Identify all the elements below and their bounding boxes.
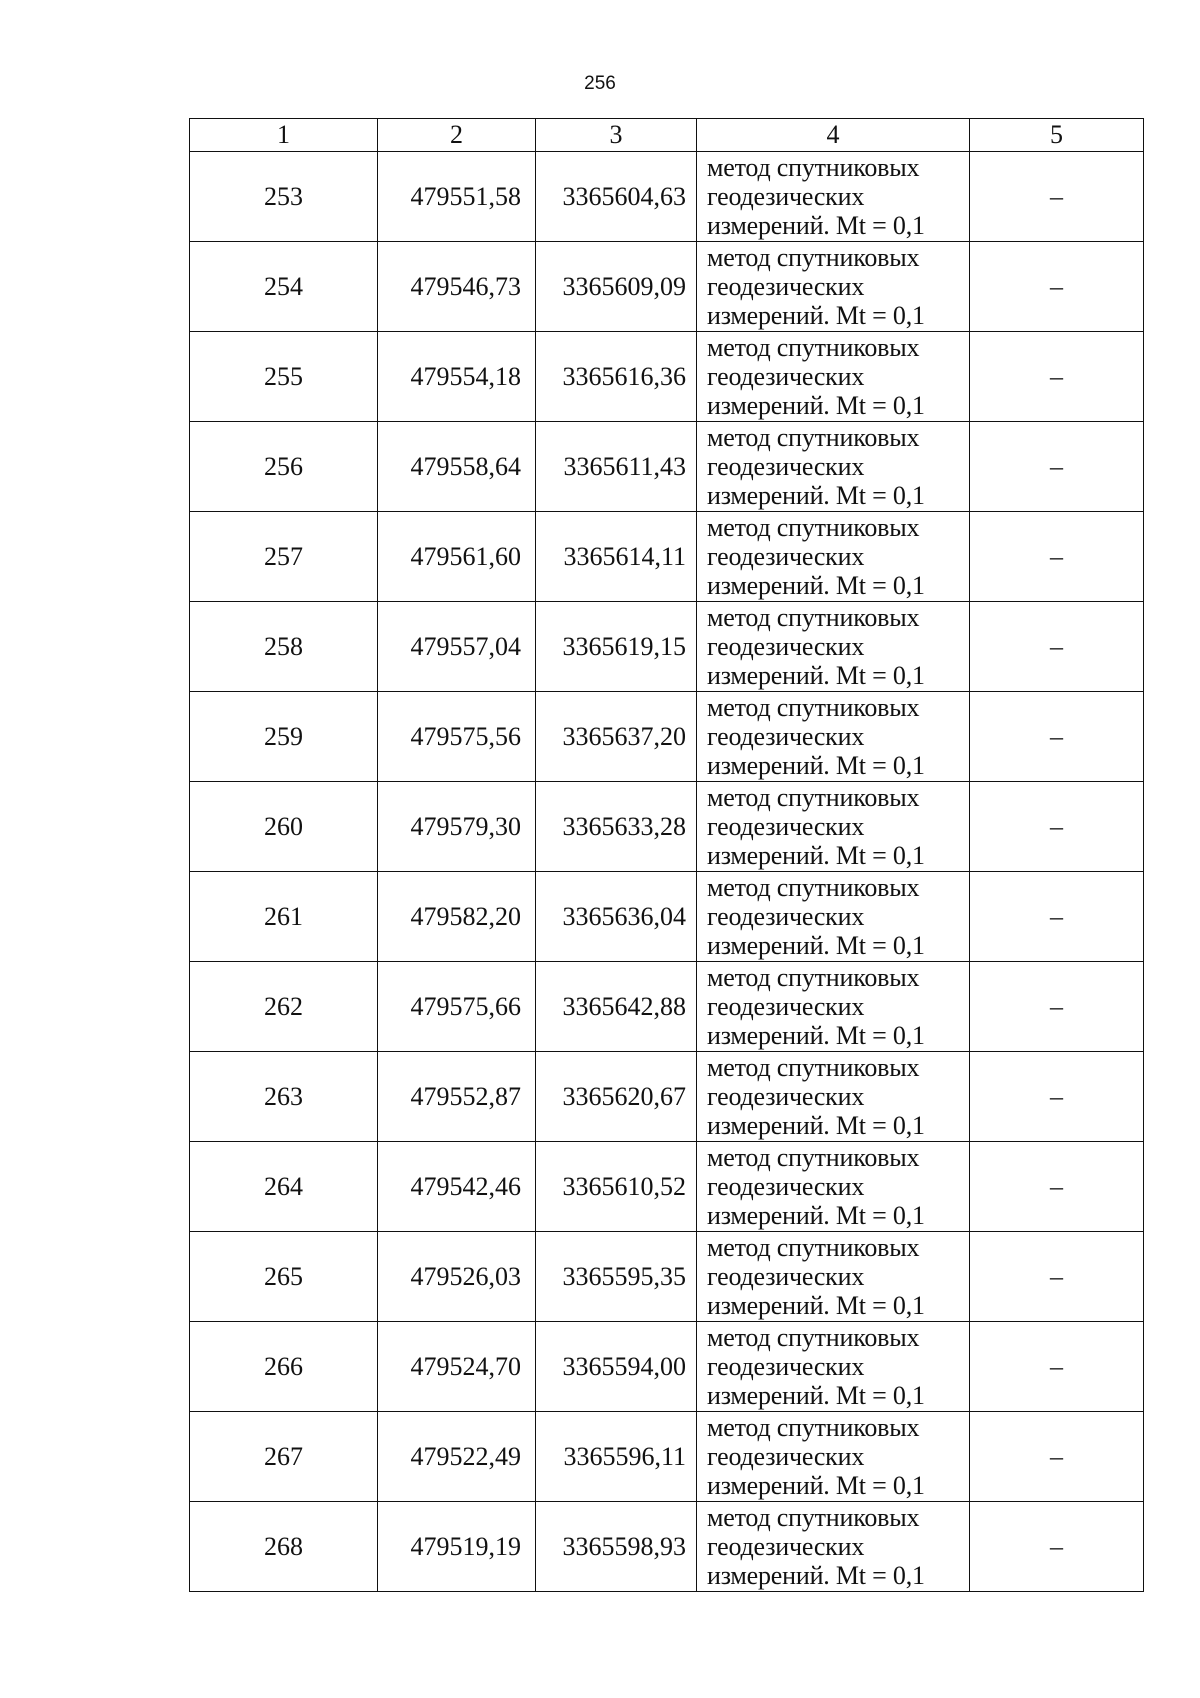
table-row [190, 1502, 1144, 1592]
x-coordinate-cell: 479557,04 [378, 602, 536, 692]
point-number-cell: 262 [190, 962, 378, 1052]
method-text-line: метод спутниковых [707, 1143, 920, 1172]
x-coordinate-cell: 479522,49 [378, 1412, 536, 1502]
method-cell [697, 332, 970, 422]
method-text-line: метод спутниковых [707, 873, 920, 902]
x-coordinate-cell: 479519,19 [378, 1502, 536, 1592]
method-text-line: метод спутниковых [707, 603, 920, 632]
point-number-cell: 257 [190, 512, 378, 602]
point-number-cell: 261 [190, 872, 378, 962]
method-text-line: метод спутниковых [707, 783, 920, 812]
column-header-2: 2 [378, 119, 536, 152]
method-text-line: геодезических [707, 722, 865, 751]
y-coordinate-cell: 3365604,63 [536, 152, 697, 242]
table-row [190, 692, 1144, 782]
table-row [190, 872, 1144, 962]
method-text-line: геодезических [707, 182, 865, 211]
method-text-line: измерений. Mt = 0,1 [707, 841, 925, 870]
method-text-line: метод спутниковых [707, 1053, 920, 1082]
y-coordinate-cell: 3365610,52 [536, 1142, 697, 1232]
point-number-cell: 253 [190, 152, 378, 242]
note-cell: – [970, 962, 1144, 1052]
point-number-cell: 255 [190, 332, 378, 422]
page-number: 256 [584, 73, 616, 94]
method-text-line: измерений. Mt = 0,1 [707, 751, 925, 780]
column-header-1: 1 [190, 119, 378, 152]
y-coordinate-cell: 3365637,20 [536, 692, 697, 782]
table-row [190, 782, 1144, 872]
x-coordinate-cell: 479551,58 [378, 152, 536, 242]
method-text-line: метод спутниковых [707, 333, 920, 362]
point-number-cell: 266 [190, 1322, 378, 1412]
point-number-cell: 256 [190, 422, 378, 512]
note-cell: – [970, 1412, 1144, 1502]
method-text-line: геодезических [707, 1352, 865, 1381]
point-number-cell: 264 [190, 1142, 378, 1232]
table-row [190, 152, 1144, 242]
method-text-line: геодезических [707, 1082, 865, 1111]
method-cell [697, 512, 970, 602]
x-coordinate-cell: 479582,20 [378, 872, 536, 962]
note-cell: – [970, 692, 1144, 782]
method-text-line: геодезических [707, 1172, 865, 1201]
y-coordinate-cell: 3365636,04 [536, 872, 697, 962]
method-text-line: измерений. Mt = 0,1 [707, 481, 925, 510]
x-coordinate-cell: 479575,56 [378, 692, 536, 782]
column-header-3: 3 [536, 119, 697, 152]
table-row [190, 512, 1144, 602]
y-coordinate-cell: 3365596,11 [536, 1412, 697, 1502]
table-row [190, 332, 1144, 422]
coordinates-table [189, 118, 1144, 1592]
method-cell [697, 1502, 970, 1592]
table-header [190, 119, 1144, 152]
x-coordinate-cell: 479575,66 [378, 962, 536, 1052]
table-row [190, 1322, 1144, 1412]
method-text-line: измерений. Mt = 0,1 [707, 1201, 925, 1230]
method-cell [697, 692, 970, 782]
point-number-cell: 265 [190, 1232, 378, 1322]
table-row [190, 422, 1144, 512]
table-row [190, 1412, 1144, 1502]
point-number-cell: 258 [190, 602, 378, 692]
method-text-line: измерений. Mt = 0,1 [707, 661, 925, 690]
note-cell: – [970, 152, 1144, 242]
note-cell: – [970, 242, 1144, 332]
note-cell: – [970, 512, 1144, 602]
method-text-line: геодезических [707, 902, 865, 931]
method-text-line: метод спутниковых [707, 1413, 920, 1442]
method-cell [697, 152, 970, 242]
method-text-line: геодезических [707, 542, 865, 571]
method-text-line: геодезических [707, 992, 865, 1021]
x-coordinate-cell: 479579,30 [378, 782, 536, 872]
y-coordinate-cell: 3365609,09 [536, 242, 697, 332]
method-text-line: геодезических [707, 1262, 865, 1291]
method-text-line: измерений. Mt = 0,1 [707, 391, 925, 420]
method-text-line: измерений. Mt = 0,1 [707, 1381, 925, 1410]
note-cell: – [970, 1322, 1144, 1412]
method-text-line: метод спутниковых [707, 423, 920, 452]
method-text-line: измерений. Mt = 0,1 [707, 1291, 925, 1320]
method-text-line: измерений. Mt = 0,1 [707, 1021, 925, 1050]
method-text-line: метод спутниковых [707, 153, 920, 182]
note-cell: – [970, 782, 1144, 872]
y-coordinate-cell: 3365594,00 [536, 1322, 697, 1412]
x-coordinate-cell: 479526,03 [378, 1232, 536, 1322]
x-coordinate-cell: 479524,70 [378, 1322, 536, 1412]
method-cell [697, 872, 970, 962]
method-cell [697, 1232, 970, 1322]
y-coordinate-cell: 3365595,35 [536, 1232, 697, 1322]
x-coordinate-cell: 479554,18 [378, 332, 536, 422]
method-cell [697, 1052, 970, 1142]
method-text-line: измерений. Mt = 0,1 [707, 931, 925, 960]
method-cell [697, 782, 970, 872]
y-coordinate-cell: 3365598,93 [536, 1502, 697, 1592]
point-number-cell: 260 [190, 782, 378, 872]
point-number-cell: 263 [190, 1052, 378, 1142]
column-header-4: 4 [697, 119, 970, 152]
table-row [190, 1052, 1144, 1142]
y-coordinate-cell: 3365619,15 [536, 602, 697, 692]
y-coordinate-cell: 3365620,67 [536, 1052, 697, 1142]
table-row [190, 1232, 1144, 1322]
point-number-cell: 267 [190, 1412, 378, 1502]
method-cell [697, 962, 970, 1052]
y-coordinate-cell: 3365642,88 [536, 962, 697, 1052]
table-row [190, 962, 1144, 1052]
note-cell: – [970, 602, 1144, 692]
method-cell [697, 1412, 970, 1502]
method-text-line: метод спутниковых [707, 513, 920, 542]
y-coordinate-cell: 3365616,36 [536, 332, 697, 422]
note-cell: – [970, 1052, 1144, 1142]
y-coordinate-cell: 3365633,28 [536, 782, 697, 872]
method-text-line: геодезических [707, 1442, 865, 1471]
method-text-line: измерений. Mt = 0,1 [707, 571, 925, 600]
x-coordinate-cell: 479546,73 [378, 242, 536, 332]
method-text-line: измерений. Mt = 0,1 [707, 211, 925, 240]
point-number-cell: 254 [190, 242, 378, 332]
x-coordinate-cell: 479552,87 [378, 1052, 536, 1142]
x-coordinate-cell: 479542,46 [378, 1142, 536, 1232]
method-text-line: метод спутниковых [707, 243, 920, 272]
method-text-line: измерений. Mt = 0,1 [707, 1561, 925, 1590]
method-text-line: измерений. Mt = 0,1 [707, 1471, 925, 1500]
note-cell: – [970, 1142, 1144, 1232]
note-cell: – [970, 1232, 1144, 1322]
method-text-line: метод спутниковых [707, 1233, 920, 1262]
note-cell: – [970, 1502, 1144, 1592]
method-text-line: измерений. Mt = 0,1 [707, 1111, 925, 1140]
x-coordinate-cell: 479561,60 [378, 512, 536, 602]
method-cell [697, 242, 970, 332]
method-cell [697, 422, 970, 512]
method-text-line: геодезических [707, 452, 865, 481]
method-text-line: метод спутниковых [707, 1503, 920, 1532]
method-text-line: геодезических [707, 362, 865, 391]
method-text-line: метод спутниковых [707, 1323, 920, 1352]
table-row [190, 1142, 1144, 1232]
method-text-line: геодезических [707, 1532, 865, 1561]
method-text-line: метод спутниковых [707, 693, 920, 722]
note-cell: – [970, 422, 1144, 512]
point-number-cell: 259 [190, 692, 378, 782]
note-cell: – [970, 332, 1144, 422]
method-text-line: геодезических [707, 812, 865, 841]
method-text-line: геодезических [707, 632, 865, 661]
column-header-5: 5 [970, 119, 1144, 152]
x-coordinate-cell: 479558,64 [378, 422, 536, 512]
y-coordinate-cell: 3365614,11 [536, 512, 697, 602]
table-row [190, 242, 1144, 332]
method-cell [697, 602, 970, 692]
header-row [190, 119, 1144, 152]
table-row [190, 602, 1144, 692]
method-cell [697, 1322, 970, 1412]
table-body [190, 152, 1144, 1592]
note-cell: – [970, 872, 1144, 962]
method-cell [697, 1142, 970, 1232]
point-number-cell: 268 [190, 1502, 378, 1592]
method-text-line: измерений. Mt = 0,1 [707, 301, 925, 330]
method-text-line: метод спутниковых [707, 963, 920, 992]
method-text-line: геодезических [707, 272, 865, 301]
y-coordinate-cell: 3365611,43 [536, 422, 697, 512]
